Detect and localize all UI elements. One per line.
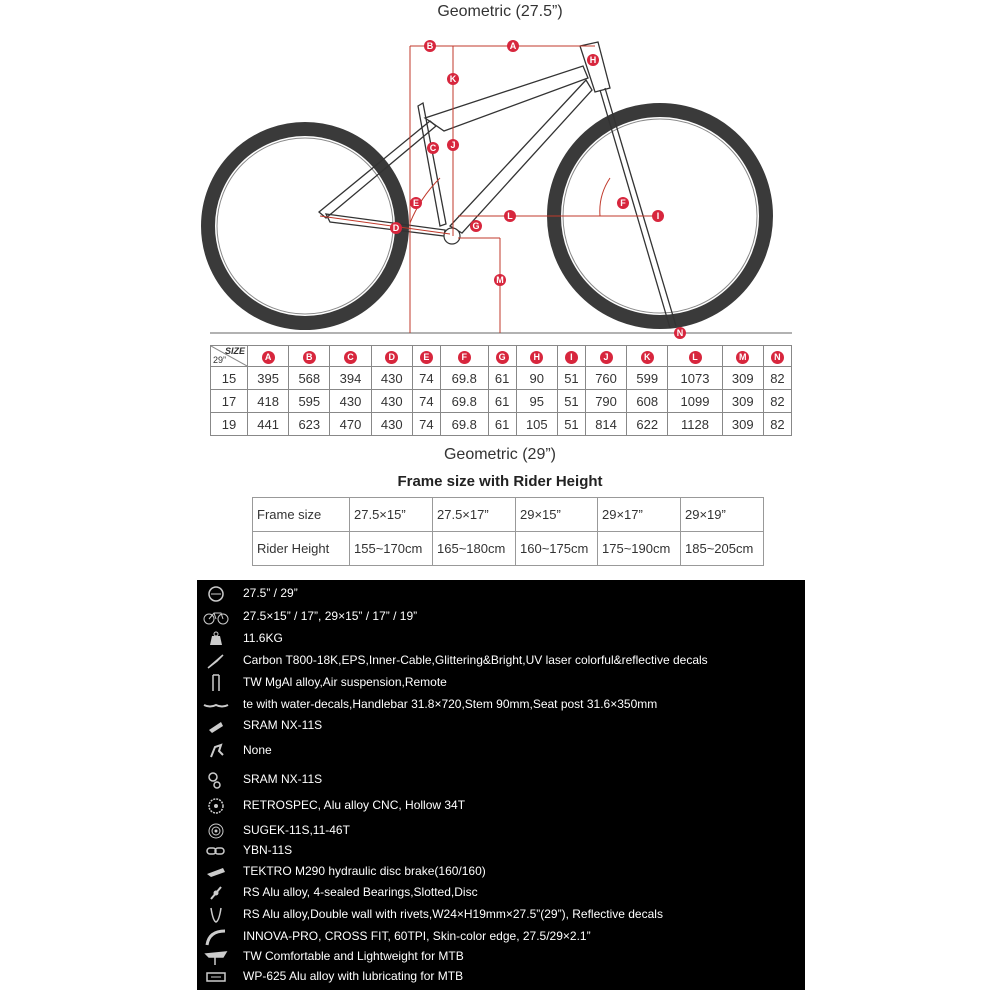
label-b — [424, 40, 436, 52]
size-cell: 19 — [211, 413, 248, 436]
svg-text:K: K — [449, 74, 457, 84]
table-cell: 623 — [289, 413, 330, 436]
spec-row: RETROSPEC, Alu alloy CNC, Hollow 34T — [197, 796, 805, 816]
table-cell: 418 — [248, 390, 289, 413]
table-cell: 599 — [627, 367, 668, 390]
column-header: J — [585, 346, 626, 367]
table-row — [253, 532, 764, 566]
label-n — [674, 327, 686, 339]
table-cell: 82 — [763, 367, 791, 390]
label-i — [652, 210, 664, 222]
table-cell: 790 — [585, 390, 626, 413]
svg-text:H: H — [589, 55, 597, 65]
label-a — [507, 40, 519, 52]
tire-icon — [203, 927, 229, 947]
table-cell: 1073 — [668, 367, 722, 390]
label-g — [470, 220, 482, 232]
spec-row: WP-625 Alu alloy with lubricating for MTB — [197, 967, 805, 987]
label-f — [617, 197, 629, 209]
label-e — [410, 197, 422, 209]
rear-derailleur-icon — [203, 770, 229, 790]
geometry-title-27-5: Geometric (27.5”) — [437, 3, 563, 20]
column-header: N — [763, 346, 791, 367]
spec-panel — [197, 580, 805, 990]
svg-text:F: F — [620, 198, 626, 208]
svg-text:G: G — [472, 221, 480, 231]
spec-row: SRAM NX-11S — [197, 716, 805, 736]
handlebar-icon — [203, 695, 229, 715]
table-cell: 1128 — [668, 413, 722, 436]
table-cell: 430 — [371, 413, 412, 436]
spec-row: Carbon T800-18K,EPS,Inner-Cable,Glittering&Bright,UV laser colorful&reflective decals — [197, 651, 805, 671]
bike-geometry-diagram — [200, 28, 800, 340]
table-cell: 27.5×17” — [433, 498, 516, 532]
table-cell: 430 — [371, 390, 412, 413]
column-header: E — [412, 346, 440, 367]
spec-row: None — [197, 741, 805, 761]
crankset-icon — [203, 796, 229, 816]
frame-size-title: Frame size with Rider Height — [397, 473, 603, 490]
table-cell: 51 — [557, 390, 585, 413]
saddle-icon — [203, 947, 229, 967]
column-header: B — [289, 346, 330, 367]
table-cell: 394 — [330, 367, 371, 390]
column-header: F — [440, 346, 488, 367]
spec-row: RS Alu alloy,Double wall with rivets,W24×H19mm×27.5”(29”), Reflective decals — [197, 905, 805, 925]
table-cell: 165~180cm — [433, 532, 516, 566]
size-label: SIZE — [224, 346, 245, 356]
column-header: C — [330, 346, 371, 367]
table-cell: 69.8 — [440, 367, 488, 390]
table-cell: 74 — [412, 390, 440, 413]
svg-text:E: E — [412, 198, 420, 208]
svg-text:M: M — [496, 275, 504, 285]
table-cell: 155~170cm — [350, 532, 433, 566]
bottom-bracket — [444, 228, 460, 244]
size-corner-cell — [211, 346, 248, 367]
table-cell: 309 — [722, 413, 763, 436]
table-cell: 309 — [722, 367, 763, 390]
table-row — [253, 498, 764, 532]
column-header: M — [722, 346, 763, 367]
hub-icon — [203, 883, 229, 903]
svg-text:L: L — [507, 211, 513, 221]
svg-text:I: I — [656, 211, 660, 221]
geometry-title-29: Geometric (29”) — [443, 446, 557, 463]
column-header: H — [516, 346, 557, 367]
table-cell: 1099 — [668, 390, 722, 413]
table-cell: Frame size — [253, 498, 350, 532]
spec-row: TW MgAl alloy,Air suspension,Remote — [197, 673, 805, 693]
spec-row: 27.5” / 29” — [197, 584, 805, 604]
table-cell: 608 — [627, 390, 668, 413]
table-row — [211, 390, 792, 413]
column-header: K — [627, 346, 668, 367]
brake-icon — [203, 862, 229, 882]
fork-icon — [203, 673, 229, 693]
table-cell: 430 — [371, 367, 412, 390]
wheel-size-icon — [203, 584, 229, 604]
table-cell: 61 — [488, 390, 516, 413]
table-row — [211, 413, 792, 436]
cassette-icon — [203, 821, 229, 841]
pedal-icon — [203, 967, 229, 987]
table-cell: 27.5×15” — [350, 498, 433, 532]
table-cell: 470 — [330, 413, 371, 436]
frame-icon — [203, 651, 229, 671]
table-cell: 814 — [585, 413, 626, 436]
svg-text:A: A — [509, 41, 517, 51]
table-cell: Rider Height — [253, 532, 350, 566]
front-derailleur-icon — [203, 741, 229, 761]
table-cell: 309 — [722, 390, 763, 413]
svg-text:N: N — [676, 328, 684, 338]
label-c — [427, 142, 439, 154]
geometry-table — [210, 345, 792, 436]
table-cell: 185~205cm — [681, 532, 764, 566]
table-cell: 82 — [763, 390, 791, 413]
table-cell: 595 — [289, 390, 330, 413]
table-cell: 160~175cm — [516, 532, 598, 566]
shifter-icon — [203, 716, 229, 736]
geometry-header-row — [211, 346, 792, 367]
label-l — [504, 210, 516, 222]
table-row — [211, 367, 792, 390]
rider-height-table — [252, 497, 764, 566]
column-header: G — [488, 346, 516, 367]
table-cell: 568 — [289, 367, 330, 390]
table-cell: 441 — [248, 413, 289, 436]
size-cell: 17 — [211, 390, 248, 413]
chain-icon — [203, 841, 229, 861]
spec-row: SUGEK-11S,11-46T — [197, 821, 805, 841]
column-header: A — [248, 346, 289, 367]
table-cell: 69.8 — [440, 413, 488, 436]
table-cell: 61 — [488, 413, 516, 436]
table-cell: 51 — [557, 367, 585, 390]
table-cell: 95 — [516, 390, 557, 413]
table-cell: 395 — [248, 367, 289, 390]
table-cell: 69.8 — [440, 390, 488, 413]
label-h — [587, 54, 599, 66]
table-cell: 622 — [627, 413, 668, 436]
svg-text:B: B — [426, 41, 434, 51]
table-cell: 51 — [557, 413, 585, 436]
table-cell: 61 — [488, 367, 516, 390]
rear-wheel — [208, 129, 402, 323]
svg-text:D: D — [392, 223, 400, 233]
label-m — [494, 274, 506, 286]
label-j — [447, 139, 459, 151]
label-d — [390, 222, 402, 234]
table-cell: 82 — [763, 413, 791, 436]
svg-text:J: J — [450, 140, 456, 150]
svg-text:C: C — [429, 143, 437, 153]
spec-row: INNOVA-PRO, CROSS FIT, 60TPI, Skin-color edge, 27.5/29×2.1” — [197, 927, 805, 947]
table-cell: 74 — [412, 413, 440, 436]
column-header: I — [557, 346, 585, 367]
column-header: L — [668, 346, 722, 367]
table-cell: 29×17” — [598, 498, 681, 532]
rim-icon — [203, 905, 229, 925]
spec-row: te with water-decals,Handlebar 31.8×720,Stem 90mm,Seat post 31.6×350mm — [197, 695, 805, 715]
table-cell: 175~190cm — [598, 532, 681, 566]
table-cell: 430 — [330, 390, 371, 413]
bike-size-icon — [203, 607, 229, 627]
table-cell: 105 — [516, 413, 557, 436]
spec-row: YBN-11S — [197, 841, 805, 861]
table-cell: 29×15” — [516, 498, 598, 532]
table-cell: 74 — [412, 367, 440, 390]
spec-row: 11.6KG — [197, 629, 805, 649]
label-k — [447, 73, 459, 85]
wheel-size-label: 29” — [213, 355, 227, 365]
spec-row: TW Comfortable and Lightweight for MTB — [197, 947, 805, 967]
table-cell: 90 — [516, 367, 557, 390]
spec-row: SRAM NX-11S — [197, 770, 805, 790]
column-header: D — [371, 346, 412, 367]
spec-row: 27.5×15” / 17”, 29×15” / 17” / 19” — [197, 607, 805, 627]
table-cell: 29×19” — [681, 498, 764, 532]
spec-row: TEKTRO M290 hydraulic disc brake(160/160) — [197, 862, 805, 882]
weight-icon — [203, 629, 229, 649]
size-cell: 15 — [211, 367, 248, 390]
spec-row: RS Alu alloy, 4-sealed Bearings,Slotted,Disc — [197, 883, 805, 903]
table-cell: 760 — [585, 367, 626, 390]
